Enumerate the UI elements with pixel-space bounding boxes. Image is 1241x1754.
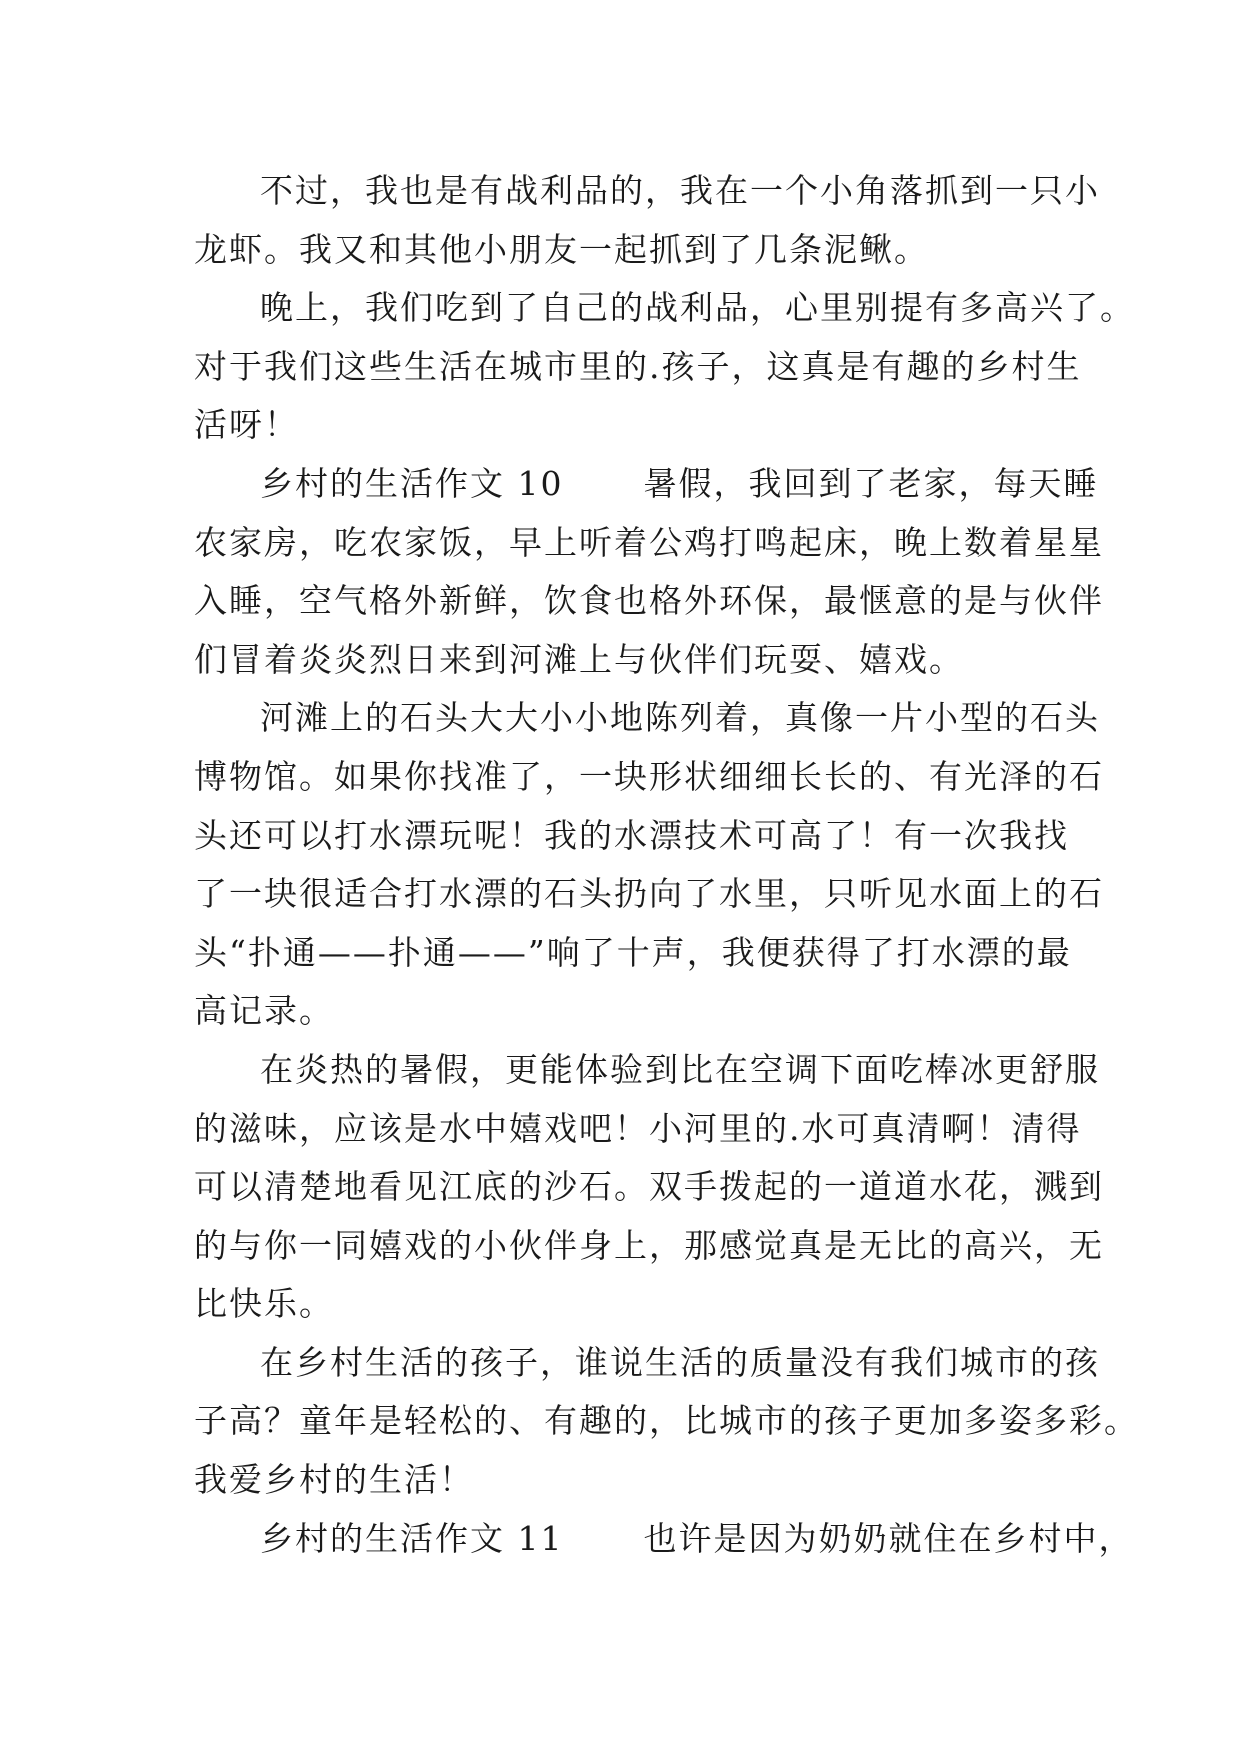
paragraph-line: 龙虾。我又和其他小朋友一起抓到了几条泥鳅。 [194,229,929,269]
paragraph-line: 们冒着炎炎烈日来到河滩上与伙伴们玩耍、嬉戏。 [194,639,964,679]
paragraph-line: 不过，我也是有战利品的，我在一个小角落抓到一只小 [260,171,1100,210]
paragraph-text: 暑假，我回到了老家，每天睡 [643,463,1099,503]
paragraph-line: 高记录。 [194,991,334,1031]
paragraph-line: 晚上，我们吃到了自己的战利品，心里别提有多高兴了。 [260,288,1135,328]
paragraph-line: 入睡，空气格外新鲜，饮食也格外环保，最惬意的是与伙伴 [194,581,1104,621]
document-body [194,162,1139,1568]
paragraph-line: 子高？童年是轻松的、有趣的，比城市的孩子更加多姿多彩。 [194,1401,1139,1441]
paragraph-line: 的滋味，应该是水中嬉戏吧！小河里的.水可真清啊！清得 [194,1108,1082,1148]
section-heading-line [194,1510,1134,1569]
paragraph-line: 比快乐。 [194,1284,334,1324]
section-heading-line [194,455,1099,514]
paragraph-line: 在炎热的暑假，更能体验到比在空调下面吃棒冰更舒服 [260,1049,1100,1089]
section-heading: 乡村的生活作文 11 [260,1518,564,1558]
paragraph-line: 农家房，吃农家饭，早上听着公鸡打鸣起床，晚上数着星星 [194,522,1104,562]
paragraph-line: 活呀！ [194,405,299,445]
paragraph-line: 的与你一同嬉戏的小伙伴身上，那感觉真是无比的高兴，无 [194,1225,1104,1265]
paragraph-line: 对于我们这些生活在城市里的.孩子，这真是有趣的乡村生 [194,346,1082,386]
paragraph-line: 头还可以打水漂玩呢！我的水漂技术可高了！有一次我找 [194,815,1069,855]
paragraph-line: 可以清楚地看见江底的沙石。双手拨起的一道道水花，溅到 [194,1167,1104,1207]
paragraph-line: 我爱乡村的生活！ [194,1460,474,1500]
paragraph-text: 也许是因为奶奶就住在乡村中， [643,1518,1134,1558]
section-heading: 乡村的生活作文 10 [260,463,564,503]
paragraph-line: 河滩上的石头大大小小地陈列着，真像一片小型的石头 [260,698,1100,738]
paragraph-line: 在乡村生活的孩子，谁说生活的质量没有我们城市的孩 [260,1342,1100,1382]
paragraph-line: 博物馆。如果你找准了，一块形状细细长长的、有光泽的石 [194,756,1104,796]
paragraph-line: 了一块很适合打水漂的石头扔向了水里，只听见水面上的石 [194,874,1104,914]
paragraph-line: 头“扑通——扑通——”响了十声，我便获得了打水漂的最 [194,932,1072,972]
